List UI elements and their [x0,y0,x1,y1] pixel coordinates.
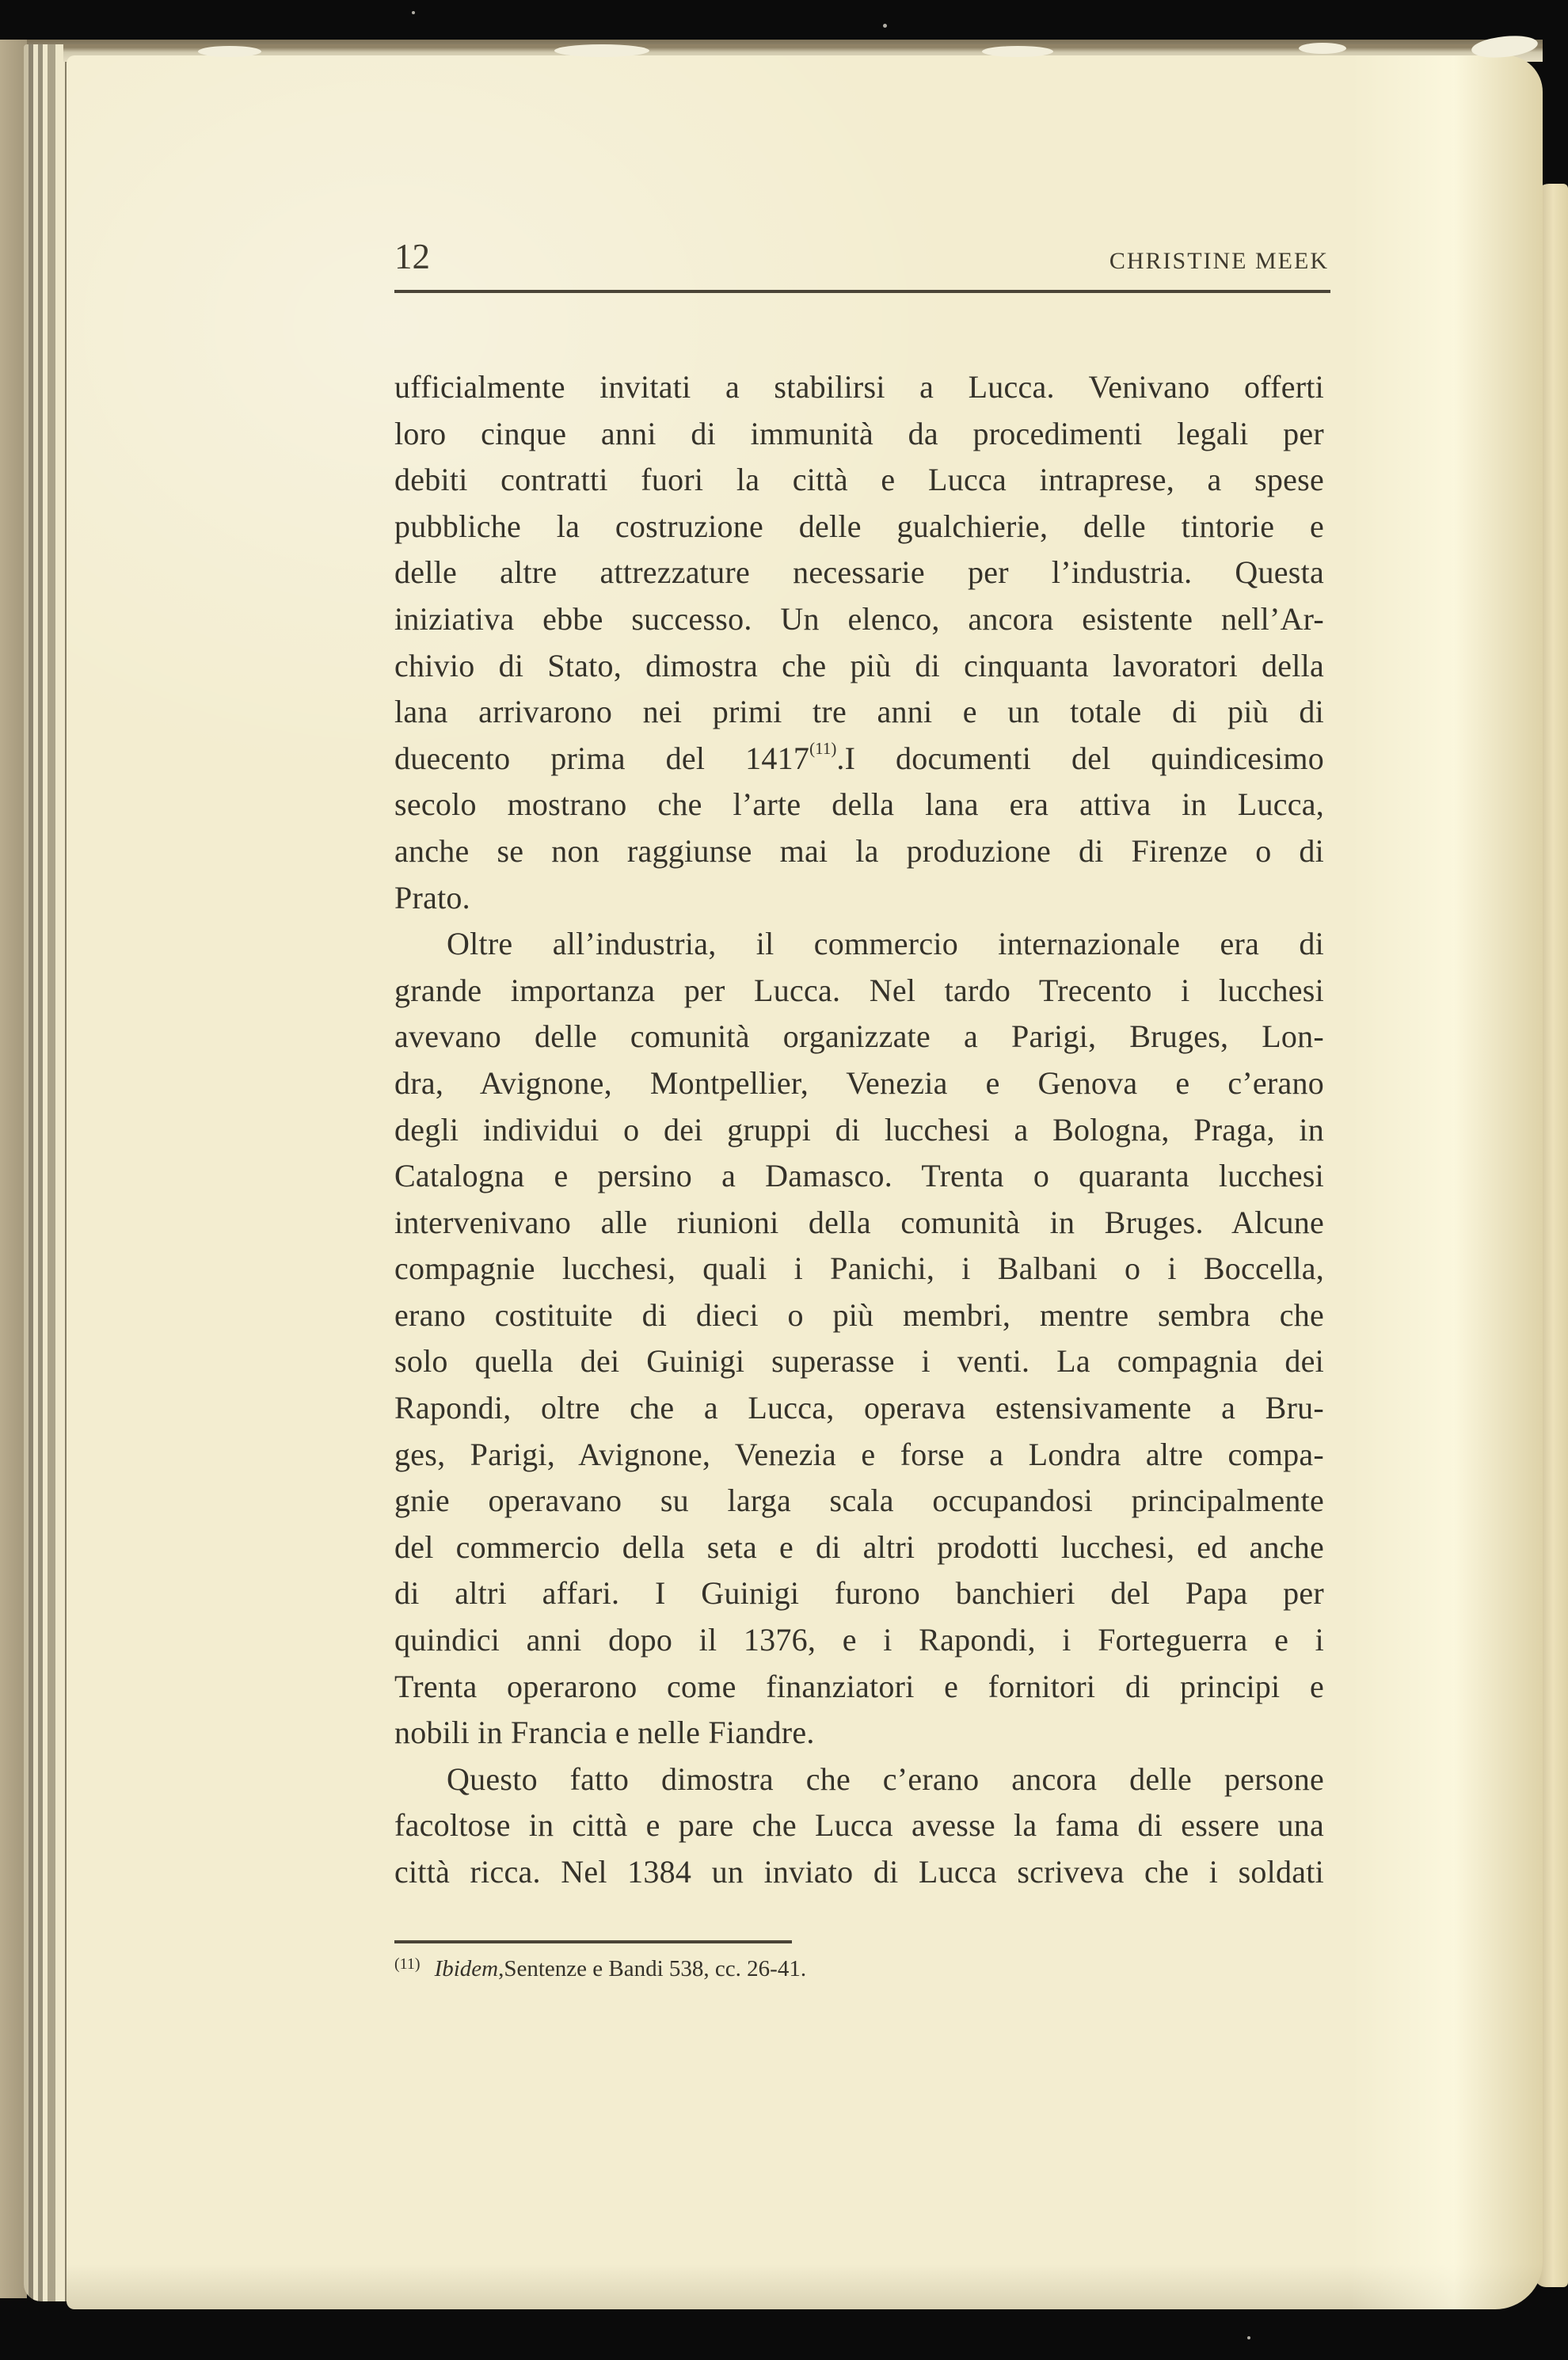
dust-speck [883,24,887,28]
footnote-reference: (11) [809,739,837,759]
text-line: erano costituite di dieci o più membri, mentre sembra che [394,1296,1324,1333]
text-line: grande importanza per Lucca. Nel tardo Trecento i lucchesi [394,972,1324,1008]
text-line: gnie operavano su larga scala occupandosi principalmente [394,1483,1324,1519]
text-line: facoltose in città e pare che Lucca avesse la fama di essere una [394,1807,1324,1844]
text-line: delle altre attrezzature necessarie per l’industria. Questa [394,554,1324,591]
page-header [394,236,1329,277]
text-segment: .I documenti del quindicesimo [836,740,1324,776]
text-line: lana arrivarono nei primi tre anni e un totale di più di [394,694,1324,730]
text-line: Prato. [394,879,470,915]
text-line: Trenta operarono come finanziatori e fornitori di principi e [394,1668,1324,1704]
text-line: ufficialmente invitati a stabilirsi a Lucca. Venivano offerti [394,369,1324,405]
text-line: debiti contratti fuori la città e Lucca intraprese, a spese [394,462,1324,498]
text-line: del commercio della seta e di altri prodotti lucchesi, ed anche [394,1528,1324,1565]
text-line: avevano delle comunità organizzate a Parigi, Bruges, Lon- [394,1018,1324,1055]
page-edge-stack [24,44,70,2301]
text-line: solo quella dei Guinigi superasse i venti. La compagnia dei [394,1343,1324,1380]
text-line: Oltre all’industria, il commercio internazionale era di [447,926,1324,962]
page-number: 12 [394,237,430,276]
book-cover-board [0,40,27,2298]
text-line: dra, Avignone, Montpellier, Venezia e Genova e c’erano [394,1064,1324,1101]
text-line: Rapondi, oltre che a Lucca, operava estensivamente a Bru- [394,1390,1324,1426]
paper-fuzz [982,46,1053,57]
footnote-rule [394,1940,792,1943]
text-line: compagnie lucchesi, quali i Panichi, i Balbani o i Boccella, [394,1250,1324,1287]
book-page [67,55,1543,2309]
text-line: ges, Parigi, Avignone, Venezia e forse a Londra altre compa- [394,1436,1324,1472]
text-line: anche se non raggiunse mai la produzione di Firenze o di [394,832,1324,869]
paper-fuzz [554,44,649,57]
body-text [394,364,1324,1896]
text-line: città ricca. Nel 1384 un inviato di Lucca scriveva che i soldati [394,1854,1324,1890]
text-line: quindici anni dopo il 1376, e i Rapondi, i Forteguerra e i [394,1622,1324,1658]
text-line: nobili in Francia e nelle Fiandre. [394,1715,815,1751]
text-line: loro cinque anni di immunità da procedimenti legali per [394,415,1324,451]
dust-speck [412,11,415,14]
text-line: secolo mostrano che l’arte della lana era attiva in Lucca, [394,786,1324,823]
footnote-text: ,Sentenze e Bandi 538, cc. 26-41. [498,1956,807,1981]
text-line: iniziativa ebbe successo. Un elenco, ancora esistente nell’Ar- [394,600,1324,637]
paper-fuzz [1299,43,1346,54]
text-segment: duecento prima del 1417 [394,740,810,776]
text-line [394,736,1324,782]
text-line: chivio di Stato, dimostra che più di cinquanta lavoratori della [394,647,1324,683]
dust-speck [1247,2336,1250,2339]
running-head: CHRISTINE MEEK [1109,248,1329,274]
footnote-work-title: Ibidem [434,1956,499,1981]
paper-fuzz [198,46,261,57]
header-rule [394,290,1330,293]
text-line: Questo fatto dimostra che c’erano ancora delle persone [447,1760,1324,1797]
text-line: intervenivano alle riunioni della comunità in Bruges. Alcune [394,1204,1324,1240]
footnote [394,1956,1281,1982]
text-line: degli individui o dei gruppi di lucchesi a Bologna, Praga, in [394,1111,1324,1148]
text-line: Catalogna e persino a Damasco. Trenta o quaranta lucchesi [394,1158,1324,1194]
text-line: pubbliche la costruzione delle gualchierie, delle tintorie e [394,508,1324,544]
text-line: di altri affari. I Guinigi furono banchieri del Papa per [394,1575,1324,1612]
footnote-marker: (11) [394,1955,421,1973]
